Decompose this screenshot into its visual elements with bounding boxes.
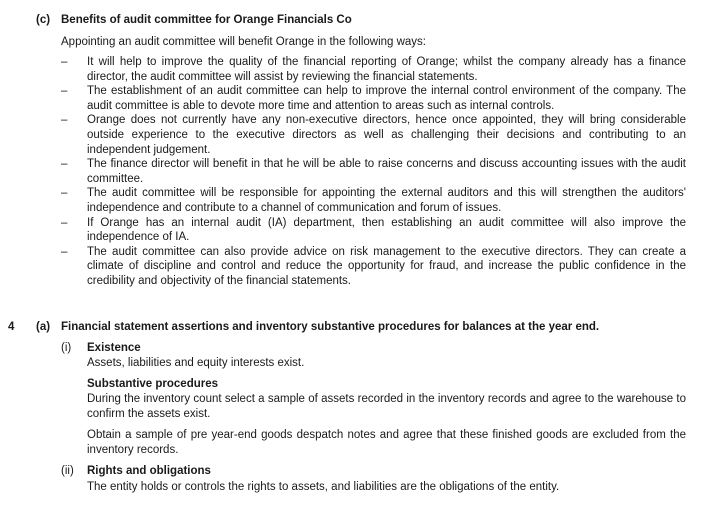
- bullet-text: It will help to improve the quality of the financial reporting of Orange; whilst the company already has a finance director, the audit committee will assist by reviewing the financial statements.: [87, 56, 686, 83]
- bullet-text: If Orange has an internal audit (IA) department, then establishing an audit committee will also improve the independence of IA.: [87, 216, 686, 244]
- dash-bullet: –: [61, 216, 68, 229]
- item-i-text: Assets, liabilities and equity interests exist.: [87, 357, 305, 369]
- dash-bullet: –: [61, 245, 68, 258]
- item-ii-text: The entity holds or controls the rights to assets, and liabilities are the obligations of the entity.: [87, 481, 560, 493]
- list-item: [61, 157, 686, 186]
- question-part-label: (a): [36, 321, 51, 333]
- bullet-text: Orange does not currently have any non-executive directors, hence once appointed, they will bring considerable outside experience to the executive directors as well as challenging their decisions and contributing to an independent judgement.: [87, 114, 686, 156]
- item-ii-heading: Rights and obligations: [87, 465, 211, 477]
- dash-bullet: –: [61, 158, 68, 171]
- procedure-text: Obtain a sample of pre year-end goods despatch notes and agree that these finished goods are excluded from the inventory records.: [87, 429, 686, 456]
- benefits-list: [61, 55, 686, 289]
- list-item: [61, 245, 686, 289]
- item-i-heading: Existence: [87, 342, 141, 354]
- question-title: Financial statement assertions and inventory substantive procedures for balances at the year end.: [61, 321, 600, 333]
- dash-bullet: –: [61, 56, 68, 68]
- dash-bullet: –: [61, 85, 68, 98]
- section-c-title: Benefits of audit committee for Orange Financials Co: [61, 14, 352, 26]
- bullet-text: The finance director will benefit in that he will be able to raise concerns and discuss accounting issues with the audit committee.: [87, 158, 686, 185]
- item-i-label: (i): [61, 342, 72, 354]
- list-item: [61, 55, 686, 84]
- item-ii-label: (ii): [61, 465, 74, 477]
- list-item: [61, 186, 686, 215]
- list-item: [61, 113, 686, 157]
- dash-bullet: –: [61, 187, 68, 200]
- bullet-text: The establishment of an audit committee can help to improve the internal control environment of the company. The audit committee is able to devote more time and attention to areas such as internal controls.: [87, 85, 686, 112]
- procedures-heading: Substantive procedures: [87, 378, 219, 390]
- section-c-intro: Appointing an audit committee will benefit Orange in the following ways:: [61, 36, 427, 48]
- list-item: [61, 216, 686, 245]
- procedure-text: During the inventory count select a sample of assets recorded in the inventory records and agree to the warehouse to confirm the assets exist.: [87, 393, 686, 420]
- bullet-text: The audit committee can also provide advice on risk management to the executive directors. They can create a climate of discipline and control and reduce the opportunity for fraud, and increase the public confidence in the credibility and objectivity of the financial statements.: [87, 245, 686, 287]
- question-number: 4: [8, 321, 15, 333]
- list-item: [61, 84, 686, 113]
- bullet-text: The audit committee will be responsible for appointing the external auditors and this will strengthen the auditors' independence and contribute to a channel of communication and forum of issues.: [87, 187, 686, 214]
- section-c-label: (c): [36, 14, 51, 26]
- dash-bullet: –: [61, 114, 68, 127]
